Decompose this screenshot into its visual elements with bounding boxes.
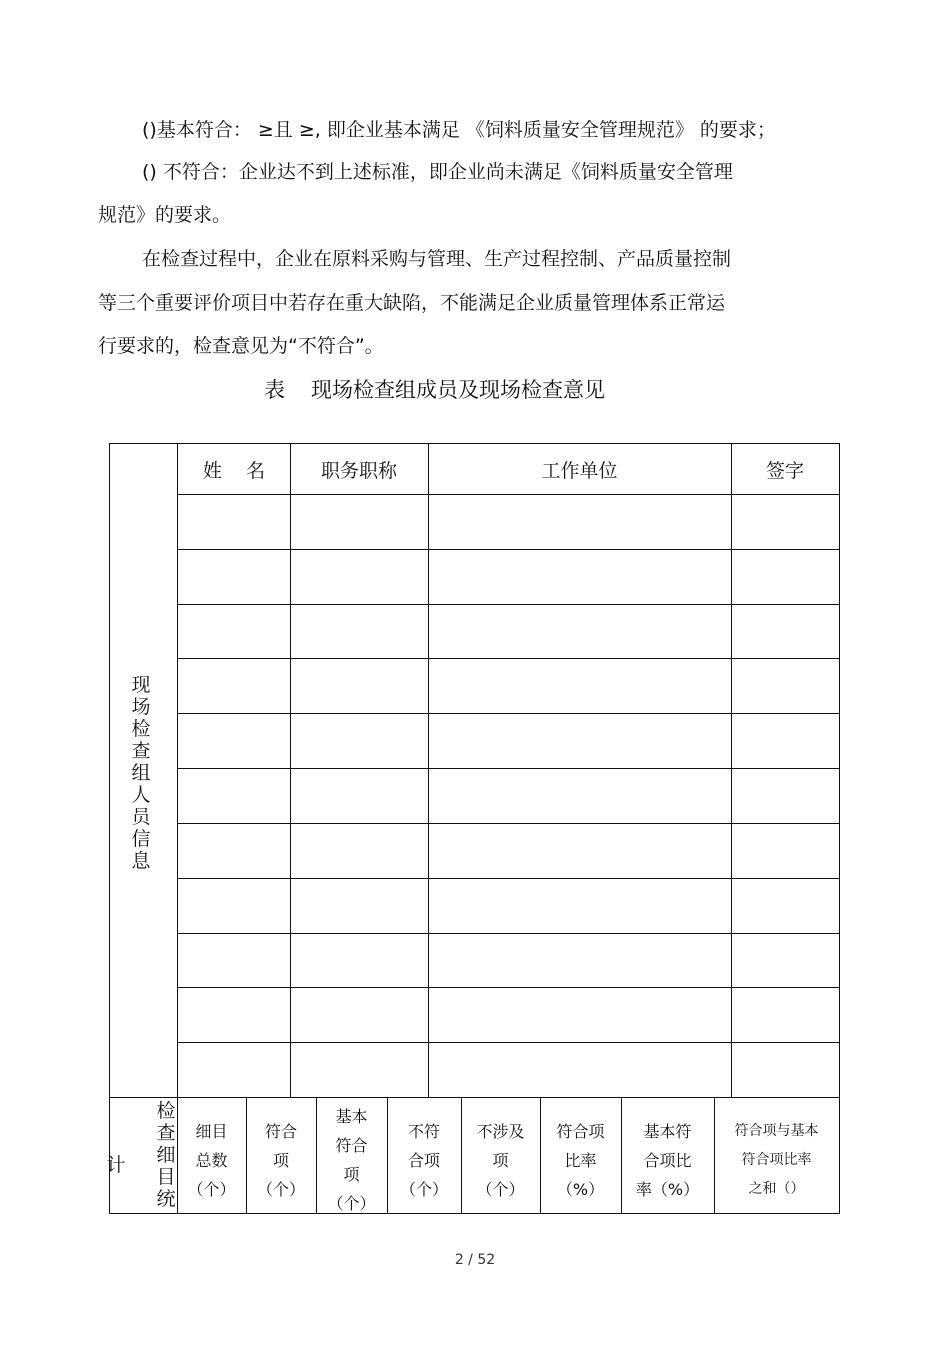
member-row-rule bbox=[177, 987, 840, 988]
stats-header-line: 之和（） bbox=[748, 1181, 805, 1197]
header-sign: 签字 bbox=[765, 460, 804, 482]
member-column-rule bbox=[731, 443, 732, 1098]
paragraph-basic-compliance: ()基本符合： ≥且 ≥, 即企业基本满足 《饲料质量安全管理规范》 的要求； bbox=[142, 119, 776, 141]
stats-header-line: （个） bbox=[476, 1180, 525, 1199]
side-label-char: 息 bbox=[131, 850, 151, 872]
paragraph-inspection-line2: 等三个重要评价项目中若存在重大缺陷，不能满足企业质量管理体系正常运 bbox=[98, 292, 726, 314]
side-label-char: 员 bbox=[131, 806, 151, 828]
member-row-rule bbox=[177, 1042, 840, 1043]
stats-header-line: 率（%） bbox=[635, 1180, 700, 1199]
stats-header-line: 符合项 bbox=[556, 1122, 605, 1141]
paragraph-inspection-line1: 在检查过程中，企业在原料采购与管理、生产过程控制、产品质量控制 bbox=[142, 248, 732, 270]
stats-header-line: （个） bbox=[187, 1180, 236, 1199]
stats-label-tail: 计 bbox=[106, 1154, 126, 1176]
member-row-rule bbox=[177, 933, 840, 934]
member-row-rule bbox=[177, 604, 840, 605]
stats-header-line: （个） bbox=[399, 1180, 448, 1199]
paragraph-noncompliance-line1: () 不符合：企业达不到上述标准，即企业尚未满足《饲料质量安全管理 bbox=[142, 161, 733, 183]
side-label-char: 人 bbox=[131, 784, 151, 806]
stats-header-line: 符合项比率 bbox=[741, 1152, 812, 1168]
stats-header-line: 符合 bbox=[335, 1136, 368, 1155]
member-row-rule bbox=[177, 768, 840, 769]
stats-header-line: 项 bbox=[272, 1151, 289, 1170]
member-row-rule bbox=[177, 658, 840, 659]
stats-header-line: 项 bbox=[343, 1165, 360, 1184]
header-name: 姓 名 bbox=[202, 460, 266, 482]
stats-header-line: 符合 bbox=[264, 1122, 297, 1141]
table-border-right bbox=[839, 443, 840, 1214]
member-column-rule bbox=[428, 443, 429, 1098]
stats-label-char: 查 bbox=[156, 1122, 176, 1144]
side-label-char: 场 bbox=[131, 696, 151, 718]
stats-header-line: （%） bbox=[556, 1180, 605, 1199]
header-unit: 工作单位 bbox=[541, 460, 618, 482]
stats-header-line: （个） bbox=[327, 1194, 376, 1213]
stats-header-line: （个） bbox=[256, 1180, 305, 1199]
stats-label-char: 细 bbox=[156, 1144, 176, 1166]
stats-header-line: 基本 bbox=[335, 1107, 368, 1126]
stats-header-line: 符合项与基本 bbox=[734, 1123, 819, 1139]
paragraph-inspection-line3: 行要求的，检查意见为“不符合”。 bbox=[98, 335, 384, 357]
member-row-rule bbox=[177, 713, 840, 714]
header-row-rule bbox=[177, 494, 840, 495]
stats-header-line: 总数 bbox=[195, 1151, 228, 1170]
header-title: 职务职称 bbox=[320, 460, 397, 482]
table-border-bottom bbox=[109, 1213, 840, 1214]
side-label-char: 现 bbox=[131, 674, 151, 696]
side-label-char: 信 bbox=[131, 828, 151, 850]
stats-header-line: 细目 bbox=[195, 1122, 228, 1141]
side-label-rule bbox=[177, 443, 178, 1098]
table-title-text: 现场检查组成员及现场检查意见 bbox=[311, 378, 605, 402]
side-label-char: 组 bbox=[131, 762, 151, 784]
paragraph-noncompliance-line2: 规范》的要求。 bbox=[98, 204, 232, 226]
side-label-char: 查 bbox=[131, 740, 151, 762]
stats-header-line: 合项 bbox=[407, 1151, 440, 1170]
stats-header-line: 项 bbox=[492, 1151, 509, 1170]
stats-header-line: 不涉及 bbox=[476, 1122, 525, 1141]
side-label-char: 检 bbox=[131, 718, 151, 740]
stats-label-char: 检 bbox=[156, 1100, 176, 1122]
member-row-rule bbox=[177, 878, 840, 879]
stats-header-line: 基本符 bbox=[643, 1122, 692, 1141]
table-border-left bbox=[109, 443, 110, 1214]
table-title-label: 表 bbox=[264, 378, 285, 402]
stats-label-char: 目 bbox=[156, 1166, 176, 1188]
table-title bbox=[264, 374, 605, 404]
stats-header-line: 比率 bbox=[564, 1151, 597, 1170]
member-row-rule bbox=[177, 823, 840, 824]
stats-label-char: 统 bbox=[156, 1188, 176, 1210]
member-row-rule bbox=[177, 549, 840, 550]
stats-header-line: 不符 bbox=[407, 1122, 440, 1141]
member-column-rule bbox=[290, 443, 291, 1098]
page-number: 2 / 52 bbox=[454, 1252, 496, 1268]
stats-header-line: 合项比 bbox=[643, 1151, 692, 1170]
